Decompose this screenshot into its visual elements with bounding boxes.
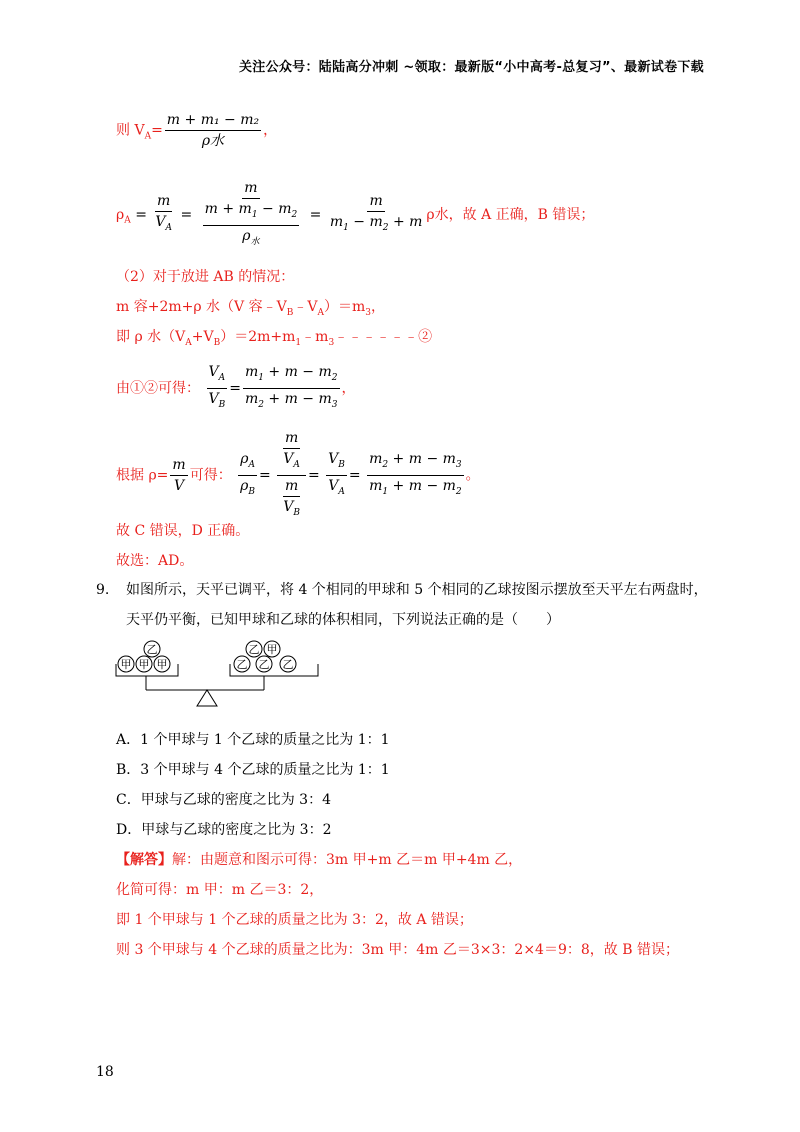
page-header: 关注公众号：陆陆高分冲刺 ~领取：最新版“小中高考-总复习”、最新试卷下载 — [238, 60, 704, 75]
case-2-heading: （2）对于放进 AB 的情况： — [116, 269, 295, 285]
left-ball-4-label: 乙 — [146, 643, 158, 656]
right-ball-2-label: 乙 — [258, 658, 270, 671]
left-ball-4 — [144, 641, 160, 657]
left-ball-3 — [154, 656, 170, 672]
question-text-2: 天平仍平衡，已知甲球和乙球的体积相同，下列说法正确的是（ ） — [126, 612, 560, 628]
density-suffix: 。 — [465, 467, 480, 484]
answer-l1-text: 解：由题意和图示可得：3m 甲+m 乙＝m 甲+4m 乙， — [172, 852, 523, 868]
equation-2: 即 ρ 水$(V_A+V_B)=2m+m_1﹣m_3﹣﹣﹣﹣﹣﹣②$ — [116, 329, 433, 348]
va-suffix: ， — [263, 122, 278, 139]
rho-a-frac2: $\frac{m}{\frac{m + m_1 - m_2}{\rho_水}}$ — [204, 180, 298, 247]
option-c[interactable]: C．甲球与乙球的密度之比为 3：4 — [116, 792, 331, 808]
right-ball-5 — [264, 641, 280, 657]
eq1-end: ， — [371, 299, 385, 315]
left-ball-1-label: 甲 — [120, 658, 132, 671]
rho-a-rho: ρ — [426, 206, 435, 223]
answer-tag: 【解答】 — [116, 852, 172, 868]
rho-a-prefix: ρ — [116, 206, 125, 223]
page-number: 18 — [96, 1064, 114, 1080]
formula-va — [116, 112, 277, 149]
density-ratio: 根据 ρ= $\frac{m}{V}$ 可得： $\frac{\rho_A}{\rho_B}$ = $\frac{\frac{m}{V_A}}{\frac{m}{V_B}}$ = $\frac{V_B}{V_A}$ = $\frac{m_2 + m - m_3}{m_1 + m - m_2}$ 。 — [116, 430, 480, 518]
eq2-part3: ）＝2m+m — [220, 329, 296, 345]
va-eq: = — [151, 122, 163, 139]
ratio-va-vb: 由①②可得： $\frac{V_A}{V_B}$ = $\frac{m_1 + m - m_2}{m_2 + m - m_3}$ ， — [116, 364, 356, 410]
conclusion-cd: 故 C 错误，D 正确。 — [116, 523, 250, 539]
eq2-part2: +V — [191, 329, 214, 345]
eq1-part2: ﹣V — [293, 299, 318, 315]
final-answer: 故选：AD。 — [116, 553, 194, 569]
fulcrum — [197, 690, 217, 706]
va-sub: A — [144, 131, 152, 142]
option-d[interactable]: D．甲球与乙球的密度之比为 3：2 — [116, 822, 332, 838]
formula-rho-a: $\rho_A$ = $\frac{m}{V_A}$ = $\frac{m}{\frac{m + m_1 - m_2}{\rho_水}}$ = $\frac{m}{m_1 - m_2 + m}$ ρ水，故 A 正确，B 错误； — [116, 180, 594, 250]
rho-a-frac3: $\frac{m}{m_1 - m_2 + m}$ — [329, 193, 423, 234]
right-ball-5-label: 甲 — [266, 643, 278, 656]
rho-a-frac1: $\frac{m}{V_A}$ — [155, 193, 172, 234]
density-prefix: 根据 ρ= — [116, 467, 169, 484]
eq1-part3: ）＝m — [323, 299, 366, 315]
va-fraction — [165, 112, 261, 149]
right-ball-4-label: 乙 — [248, 643, 260, 656]
right-ball-1-label: 乙 — [236, 658, 248, 671]
answer-line-1 — [116, 850, 522, 870]
ratio-prefix: 由①②可得： — [116, 380, 200, 397]
eq2-part5: ﹣﹣﹣﹣﹣﹣② — [334, 329, 433, 345]
question-text-1: 如图所示，天平已调平，将 4 个相同的甲球和 5 个相同的乙球按图示摆放至天平左右两盘时， — [126, 582, 708, 598]
left-ball-2 — [136, 656, 152, 672]
right-ball-2 — [256, 656, 272, 672]
rho-a-sub: A — [124, 215, 131, 226]
density-mid: 可得： — [189, 467, 232, 484]
balance-figure — [112, 636, 332, 712]
rho-a-suffix: 水，故 A 正确，B 错误； — [434, 206, 595, 223]
option-b[interactable]: B．3 个甲球与 4 个乙球的质量之比为 1：1 — [116, 762, 390, 778]
left-ball-1 — [118, 656, 134, 672]
left-ball-2-label: 甲 — [138, 658, 150, 671]
option-a[interactable]: A．1 个甲球与 1 个乙球的质量之比为 1：1 — [116, 732, 390, 748]
question-number: 9. — [96, 582, 110, 598]
va-prefix: 则 V — [116, 122, 145, 139]
left-ball-3-label: 甲 — [156, 658, 168, 671]
right-ball-3-label: 乙 — [282, 658, 294, 671]
answer-line-3: 即 1 个甲球与 1 个乙球的质量之比为 3：2，故 A 错误； — [116, 912, 473, 928]
va-num: m + m₁ − m₂ — [165, 112, 261, 131]
answer-line-2: 化简可得：m 甲：m 乙＝3：2， — [116, 882, 324, 898]
equation-1: m 容+2m+ρ 水（V 容$﹣V_B﹣V_A)=m_3$， — [116, 299, 385, 318]
right-ball-4 — [246, 641, 262, 657]
answer-line-4: 则 3 个甲球与 4 个乙球的质量之比为：3m 甲：4m 乙＝3×3：2×4＝9：8，故 B 错误； — [116, 942, 679, 958]
eq2-part4: ﹣m — [301, 329, 329, 345]
right-ball-1 — [234, 656, 250, 672]
ratio-suffix: ， — [341, 380, 356, 397]
va-den: ρ水 — [201, 133, 225, 149]
right-ball-3 — [280, 656, 296, 672]
eq2-part1: 即 ρ 水（V — [116, 329, 186, 345]
eq1-part1: m 容+2m+ρ 水（V 容﹣V — [116, 299, 287, 315]
